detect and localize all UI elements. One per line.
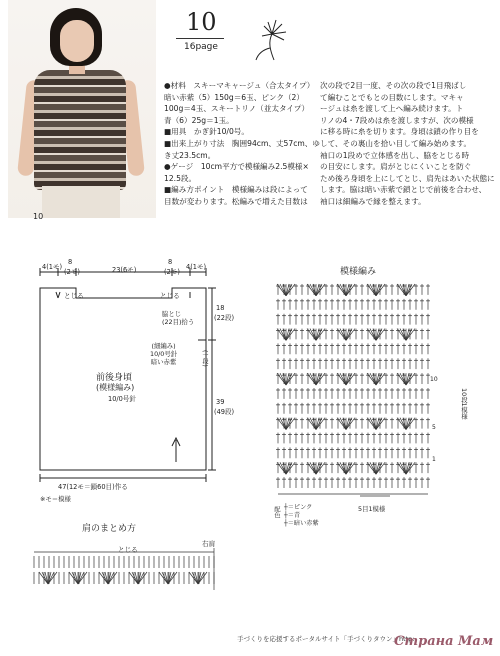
row-marker-1: 1: [432, 456, 436, 463]
instructions-line: します。脇は暗い赤紫で鎖とじで前後を合わせ、: [320, 185, 487, 195]
instructions-line: の目安にします。肩がとじにくいことを防ぐ: [320, 162, 472, 172]
pattern-unit-note: ※モ＝模様: [40, 495, 71, 503]
instructions-line: 次の段で2目一度、その次の段で1目飛ばし: [320, 81, 467, 90]
legend-blue: ┼＝青: [284, 512, 301, 519]
materials-line: ■出来上がり寸法 胸囲94cm、丈57cm、ゆ: [164, 138, 320, 148]
dim-armhole: 18: [216, 304, 225, 312]
shoulder-title: 肩のまとめ方: [82, 524, 137, 534]
instructions-line: リノの4・7段めは糸を渡しますが、次の模様: [320, 115, 474, 125]
shoulder-right-label: 右肩: [202, 540, 216, 548]
instructions-block: [320, 80, 495, 208]
chart-repeat-rows: 10段1模様: [460, 388, 468, 420]
pattern-number: 10: [186, 8, 217, 36]
materials-line: ●ゲージ 10cm平方で模様編み2.5模様×: [164, 162, 309, 172]
dim-side-rows: (49段): [214, 408, 235, 416]
materials-line: 100g＝4玉、スキートリノ（並太タイプ）: [164, 104, 310, 114]
instructions-line: て編むことでもとの目数にします。マキャ: [320, 92, 464, 102]
chart-repeat-label: 5目1模様: [358, 505, 386, 513]
instructions-line: ため後ろ身頃を上にしてとじ、肩先はあいた状態に: [320, 173, 495, 183]
page-reference: 16page: [184, 42, 218, 52]
legend-dark-purple: ┼＝暗い赤紫: [284, 520, 319, 527]
materials-line: 目数が変わります。松編みで増えた目数は: [164, 196, 308, 206]
dim-left-edge: 4(1モ): [42, 263, 63, 271]
dim-neck: 23(6モ): [112, 266, 137, 274]
materials-line: 12.5段。: [164, 173, 197, 183]
one-row-label: (一段): [201, 350, 208, 367]
dim-armhole-rows: (22段): [214, 314, 235, 322]
row-marker-5: 5: [432, 424, 436, 431]
shoulder-tojiru: とじる: [118, 546, 138, 554]
dim-left-shoulder: 8: [68, 258, 73, 266]
materials-line: 暗い赤紫（5）150g＝6玉、ピンク（2）: [164, 92, 304, 102]
side-pickup-note: 脇とじ (22目)拾う: [162, 310, 195, 326]
materials-line: ●材料 スキーマキャージュ（合太タイプ）: [164, 81, 315, 90]
color-legend: [284, 504, 319, 528]
instructions-line: 袖口は細編みで縁を整えます。: [320, 196, 426, 206]
dim-side: 39: [216, 398, 225, 406]
materials-line: ■編み方ポイント 模様編みは段によって: [164, 185, 308, 195]
materials-line: き丈23.5cm。: [164, 150, 216, 160]
title-rule: [176, 38, 224, 39]
dim-right-shoulder-sub: (2モ): [164, 268, 180, 276]
instructions-line: に移る時に糸を切ります。身頃は鎖の作り目を: [320, 127, 479, 137]
model-photo: [8, 0, 156, 218]
footer-text: 手づくりを応援するポータルサイト「手づくりタウン」http:: [237, 635, 415, 643]
dim-right-shoulder: 8: [168, 258, 173, 266]
legend-pink: ┼＝ピンク: [284, 504, 313, 511]
tojiru-left-label: とじる: [64, 292, 84, 300]
dim-right-edge: 4(1モ): [186, 263, 207, 271]
body-title: 前後身頃: [96, 373, 133, 383]
instructions-line: 袖口の1段めで立体感を出し、脇をとじる時: [320, 150, 470, 160]
dim-left-shoulder-sub: (2モ): [64, 268, 80, 276]
watermark: Страна Мам: [394, 634, 494, 649]
materials-line: 青（6）25g＝1玉。: [164, 115, 234, 125]
chart-title: 模様編み: [340, 267, 377, 277]
body-subtitle: (模様編み): [96, 383, 135, 392]
materials-block: [164, 80, 320, 208]
color-legend-title: 配色: [273, 506, 280, 519]
row-marker-10: 10: [430, 376, 438, 383]
materials-line: ■用具 かぎ針10/0号。: [164, 127, 249, 137]
instructions-line: ージュは糸を渡して上へ編み続けます。ト: [320, 104, 464, 114]
instructions-line: して、その裏山を拾い目して編み始めます。: [320, 138, 472, 148]
bottom-dim: 47(12モ＝鎖60目)作る: [58, 483, 128, 491]
body-needle: 10/0号針: [108, 395, 136, 403]
tojiru-right-label: とじる: [160, 292, 180, 300]
fine-stitch-note: (細編み) 10/0号針 暗い赤紫: [150, 342, 178, 366]
page-number-small: 10: [33, 212, 44, 221]
